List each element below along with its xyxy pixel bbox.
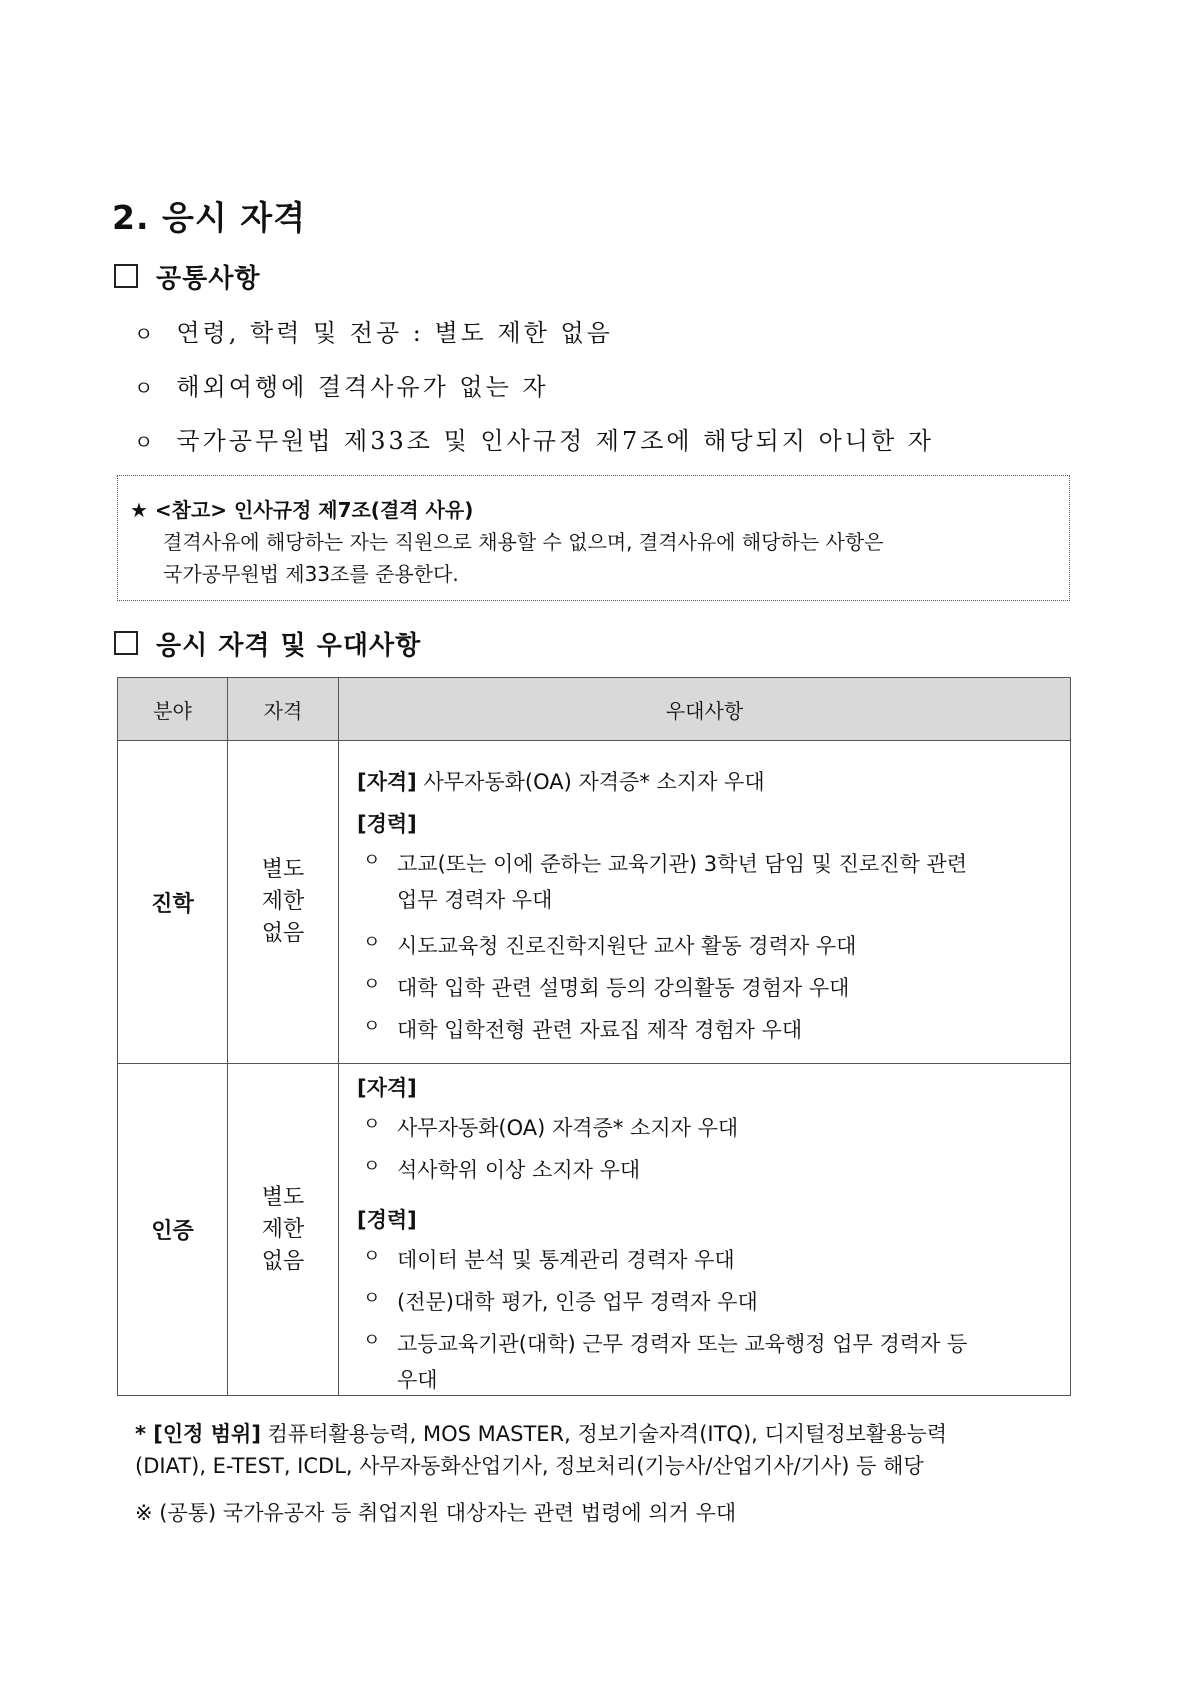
row-field: 인증 [118,1064,228,1396]
footnote-scope: * [인정 범위] 컴퓨터활용능력, MOS MASTER, 정보기술자격(ITQ), 디지털정보활용능력 (DIAT), E-TEST, ICDL, 사무자동화산업기사, 정보처리(기능사/산업기사/기사) 등 해당 [135,1422,948,1478]
table-row [118,741,1071,1064]
common-item: ㅇ 해외여행에 결격사유가 없는 자 [134,373,549,401]
career-label: [경력] [357,1208,417,1232]
row-qualification: 별도 제한 없음 [228,741,339,1064]
section-qualification-title [114,625,421,662]
bullet-icon: ㅇ [363,1016,381,1037]
bullet-icon: ㅇ [363,974,381,995]
page-heading: 2. 응시 자격 [112,198,306,237]
common-item: ㅇ 연령, 학력 및 전공 : 별도 제한 없음 [134,319,613,347]
bullet-icon: ㅇ [134,430,157,454]
bullet-icon: ㅇ [363,932,381,953]
bullet-icon: ㅇ [134,376,157,400]
footnote-common: ※ (공통) 국가유공자 등 취업지원 대상자는 관련 법령에 의거 우대 [135,1501,737,1525]
header-preference: 우대사항 [339,678,1071,741]
bullet-icon: ㅇ [134,322,157,346]
bullet-icon: ㅇ [363,850,381,871]
reference-note-body: 결격사유에 해당하는 자는 직원으로 채용할 수 없으며, 결격사유에 해당하는 사항은 국가공무원법 제33조를 준용한다. [163,530,884,586]
section-common-label: 공통사항 [156,264,261,294]
section-common-title [114,258,260,295]
bullet-icon: ㅇ [363,1246,381,1267]
common-item: ㅇ 국가공무원법 제33조 및 인사규정 제7조에 해당되지 아니한 자 [134,427,934,455]
bullet-icon: ㅇ [363,1156,381,1177]
header-field: 분야 [118,678,228,741]
cert-label: [자격] [357,1076,417,1100]
row-field: 진학 [118,741,228,1064]
table-header-row [118,678,1071,741]
bullet-icon: ㅇ [363,1288,381,1309]
checkbox-square-icon [114,264,138,288]
checkbox-square-icon [114,631,138,655]
row-preference: [자격] ㅇ 사무자동화(OA) 자격증* 소지자 우대 ㅇ 석사학위 이상 소지자 우대 [경력] ㅇ 데이터 분석 및 통계관리 경력자 우대 ㅇ (전문)대학 평가, 인증 업무 경력자 우대 ㅇ 고등교육기관(대학) 근무 경력자 또는 교육행정 업무 경력자 등 우대 [339,1064,1071,1396]
table-row [118,1064,1071,1396]
section-qualification-label: 응시 자격 및 우대사항 [156,631,422,661]
header-qualification: 자격 [228,678,339,741]
row-qualification: 별도 제한 없음 [228,1064,339,1396]
bullet-icon: ㅇ [363,1330,381,1351]
row-preference: [자격] 사무자동화(OA) 자격증* 소지자 우대 [경력] ㅇ 고교(또는 이에 준하는 교육기관) 3학년 담임 및 진로진학 관련 업무 경력자 우대 ㅇ 시도교육청 진로진학지원단 교사 활동 경력자 우대 ㅇ 대학 입학 관련 설명회 등의 강의활동 경험자 우대 ㅇ 대학 입학전형 관련 자료집 제작 경험자 우대 [339,741,1071,1064]
career-label: [경력] [357,812,417,836]
bullet-icon: ㅇ [363,1114,381,1135]
reference-note-box [117,475,1070,601]
cert-line: [자격] 사무자동화(OA) 자격증* 소지자 우대 [357,770,765,794]
reference-note-title: ★ <참고> 인사규정 제7조(결격 사유) [130,498,474,522]
qualification-table [117,677,1071,1396]
